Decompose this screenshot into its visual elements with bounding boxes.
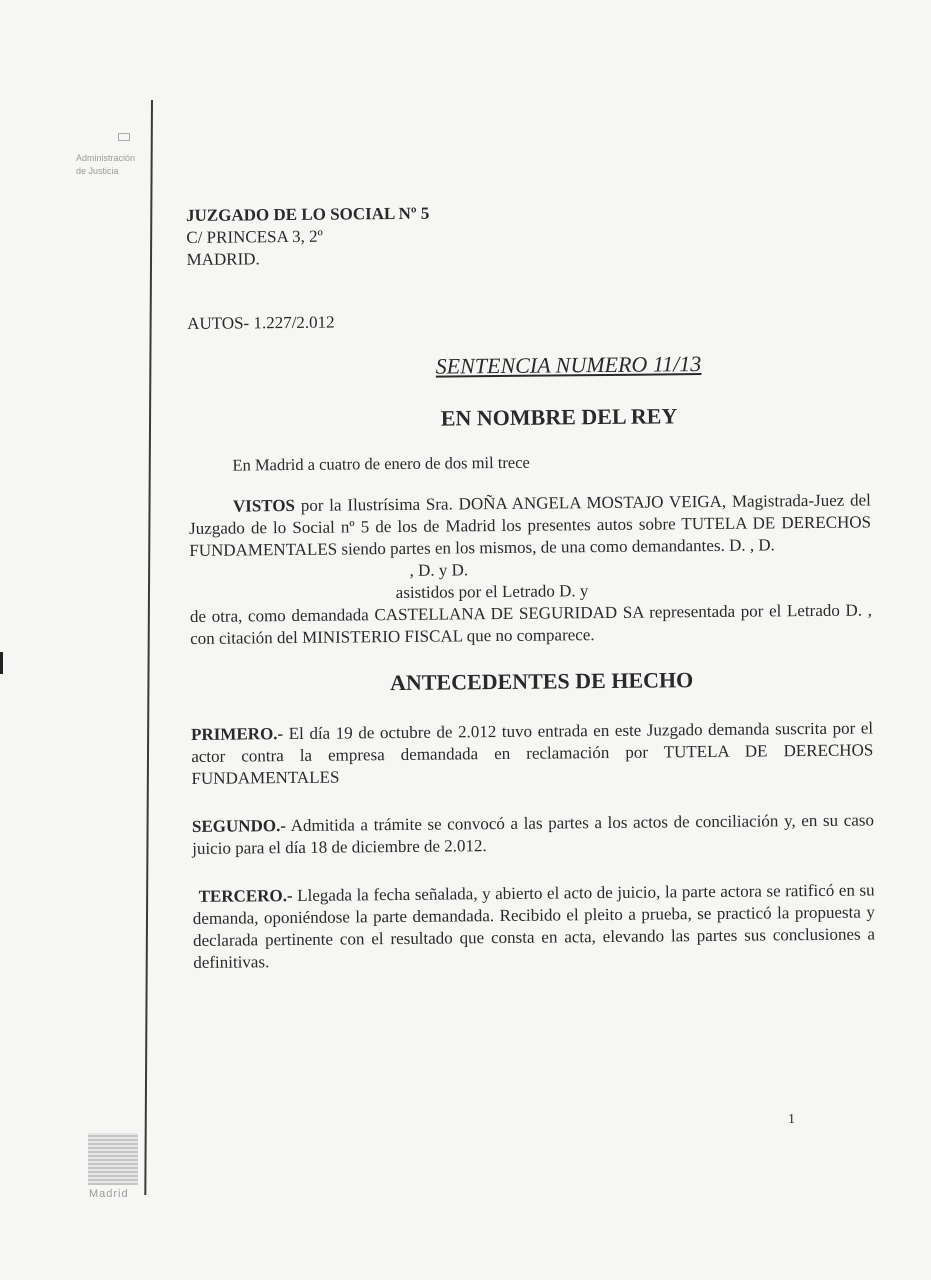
sidebar-logo-line1: Administración [76,153,136,163]
autos-reference: AUTOS- 1.227/2.012 [187,312,335,333]
justice-logo-icon [118,133,130,141]
section-text: El día 19 de octubre de 2.012 tuvo entrada en este Juzgado demanda suscrita por el actor contra la empresa demandada en reclamación por TUTELA DE DERECHOS FUNDAMENTALES [191,718,874,788]
section-label: PRIMERO.- [190,724,284,744]
section-tercero [193,879,876,974]
court-address: C/ PRINCESA 3, 2º [186,226,323,247]
scan-edge-mark [0,652,3,674]
page-number: 1 [788,1112,795,1127]
vistos-line4: de otra, como demandada CASTELLANA DE SEGURIDAD SA representada por el Letrado D. , con citación del MINISTERIO FISCAL que no comparece. [189,600,873,648]
section-label: TERCERO.- [198,886,293,906]
court-city: MADRID. [186,249,260,269]
vistos-line3: asistidos por el Letrado D. y [395,581,589,603]
vistos-label: VISTOS [232,495,296,516]
rey-title: EN NOMBRE DEL REY [440,403,678,431]
sidebar-logo-text [76,152,146,178]
section-text: Llegada la fecha señalada, y abierto el acto de juicio, la parte actora se ratificó en su demanda, oponiéndose la parte demandada. Recibido el pleito a prueba, se practicó la propuesta y declarada pertinente con el resultado que consta en acta, elevando las partes sus conclusiones a definitivas. [192,880,876,972]
vistos-text: por la Ilustrísima Sra. DOÑA ANGELA MOSTAJO VEIGA, Magistrada-Juez del Juzgado de lo Social nº 5 de los de Madrid los presentes autos sobre TUTELA DE DERECHOS FUNDAMENTALES siendo partes en los mismos, de una como demandantes. D. , D. [189,490,872,560]
madrid-logo-icon [88,1133,138,1185]
sentencia-title: SENTENCIA NUMERO 11/13 [435,351,702,379]
court-name: JUZGADO DE LO SOCIAL Nº 5 [186,203,430,225]
section-text: Admitida a trámite se convocó a las partes a los actos de conciliación y, en su caso juicio para el día 18 de diciembre de 2.012. [192,810,875,858]
madrid-logo-label: Madrid [89,1188,129,1200]
section-label: SEGUNDO.- [191,816,287,836]
section-segundo [192,809,874,860]
vistos-paragraph [189,489,872,562]
vistos-line2: , D. y D. [409,560,469,580]
date-line: En Madrid a cuatro de enero de dos mil trece [232,452,530,475]
antecedentes-title: ANTECEDENTES DE HECHO [389,667,694,696]
section-primero [191,717,874,790]
margin-rule [144,100,153,1195]
document-body [186,198,875,974]
sidebar-logo-line2: de Justicia [76,166,119,176]
